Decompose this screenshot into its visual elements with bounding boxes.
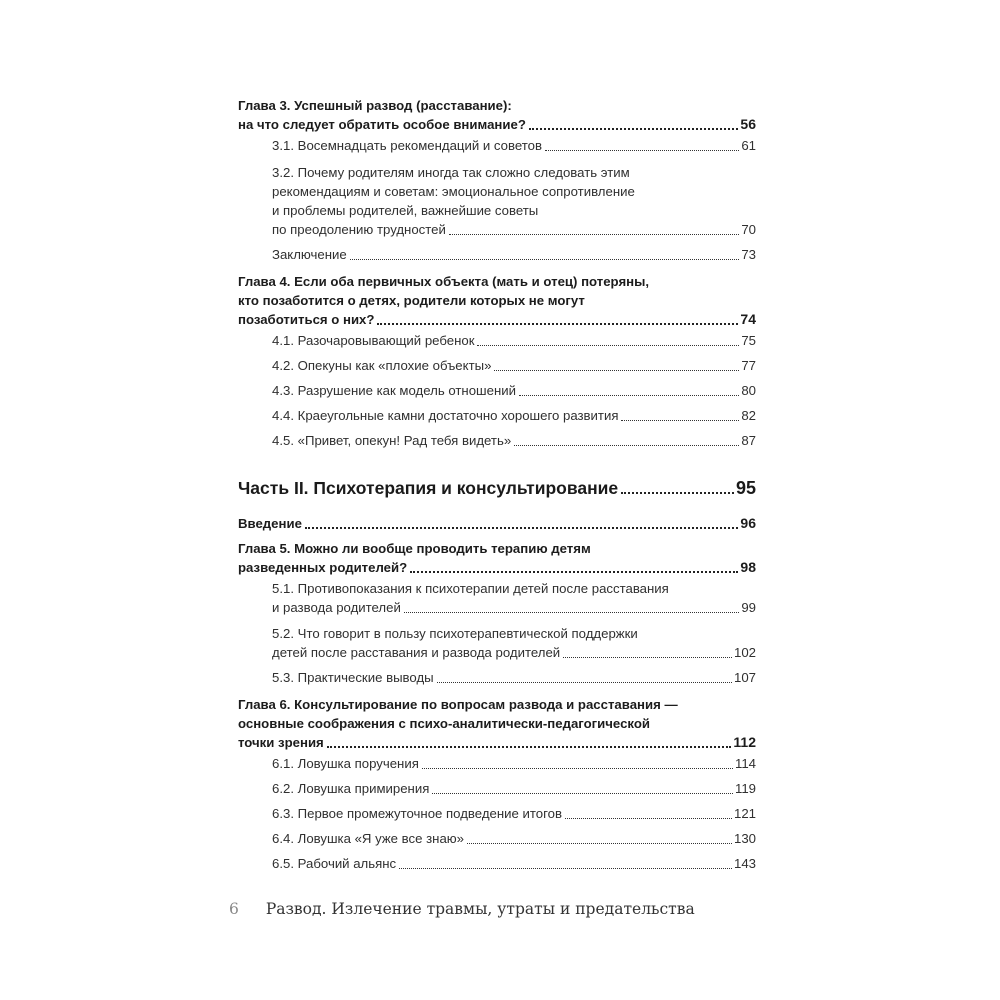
dot-leader xyxy=(449,234,739,235)
chapter-4-heading[interactable] xyxy=(238,272,756,329)
toc-item-label-line: рекомендациям и советам: эмоциональное сопротивление xyxy=(272,184,635,199)
page-number: 96 xyxy=(740,515,756,531)
dot-leader xyxy=(563,657,732,658)
toc-item-4-4[interactable] xyxy=(238,406,756,425)
chapter-6-title-line: основные соображения с психо-аналитически-педагогической xyxy=(238,716,650,731)
page-number: 107 xyxy=(733,670,756,685)
page-number: 74 xyxy=(740,311,756,327)
dot-leader xyxy=(565,818,732,819)
toc-item-label: 6.3. Первое промежуточное подведение итогов xyxy=(272,806,562,821)
dot-leader xyxy=(327,746,732,748)
dot-leader xyxy=(399,868,732,869)
toc-item-label: 4.3. Разрушение как модель отношений xyxy=(272,383,516,398)
toc-item-6-1[interactable] xyxy=(238,754,756,773)
chapter-3-title-line: Глава 3. Успешный развод (расставание): xyxy=(238,98,512,113)
toc-item-label: 4.1. Разочаровывающий ребенок xyxy=(272,333,475,348)
introduction-heading[interactable] xyxy=(238,514,756,533)
page-number: 70 xyxy=(741,222,756,237)
toc-item-label: 6.1. Ловушка поручения xyxy=(272,756,419,771)
page-number: 80 xyxy=(741,383,756,398)
toc-item-3-2[interactable] xyxy=(238,163,756,239)
dot-leader xyxy=(377,323,738,325)
dot-leader xyxy=(467,843,732,844)
chapter-3-heading[interactable] xyxy=(238,96,756,134)
page-number: 119 xyxy=(734,781,756,796)
chapter-3-title-line: на что следует обратить особое внимание? xyxy=(238,117,526,132)
toc-item-6-3[interactable] xyxy=(238,804,756,823)
toc-item-4-5[interactable] xyxy=(238,431,756,450)
toc-item-6-2[interactable] xyxy=(238,779,756,798)
dot-leader xyxy=(514,445,739,446)
dot-leader xyxy=(350,259,740,260)
page-number: 143 xyxy=(733,856,756,871)
toc-item-label: 4.2. Опекуны как «плохие объекты» xyxy=(272,358,492,373)
dot-leader xyxy=(305,527,739,529)
dot-leader xyxy=(494,370,739,371)
page-number: 73 xyxy=(741,247,756,262)
chapter-4-title-line: Глава 4. Если оба первичных объекта (мать и отец) потеряны, xyxy=(238,274,650,289)
page-number: 130 xyxy=(733,831,756,846)
chapter-6-title-line: Глава 6. Консультирование по вопросам развода и расставания — xyxy=(238,697,678,712)
dot-leader xyxy=(529,128,739,130)
chapter-6-heading[interactable] xyxy=(238,695,756,752)
toc-item-label-line: и развода родителей xyxy=(272,600,401,615)
dot-leader xyxy=(410,571,738,573)
toc-item-label: 4.5. «Привет, опекун! Рад тебя видеть» xyxy=(272,433,512,448)
dot-leader xyxy=(437,682,732,683)
page-number: 77 xyxy=(741,358,756,373)
page-number: 98 xyxy=(740,559,756,575)
page-number: 121 xyxy=(733,806,756,821)
page-number: 87 xyxy=(741,433,756,448)
toc-item-label-line: 5.1. Противопоказания к психотерапии детей после расставания xyxy=(272,581,669,596)
page-number: 61 xyxy=(741,138,756,153)
chapter-3-block xyxy=(238,96,756,264)
chapter-5-heading[interactable] xyxy=(238,539,756,577)
toc-item-4-3[interactable] xyxy=(238,381,756,400)
toc-item-5-3[interactable] xyxy=(238,668,756,687)
dot-leader xyxy=(477,345,739,346)
toc-item-label-line: и проблемы родителей, важнейшие советы xyxy=(272,203,539,218)
chapter-4-title-line: кто позаботится о детях, родители которых не могут xyxy=(238,293,585,308)
page-number: 56 xyxy=(740,116,756,132)
toc-item-label-line: детей после расставания и развода родителей xyxy=(272,645,561,660)
page-number: 75 xyxy=(741,333,756,348)
page-number: 102 xyxy=(733,645,756,660)
footer-page-number: 6 xyxy=(229,900,239,918)
page-number: 112 xyxy=(733,734,756,750)
toc-item-label: Заключение xyxy=(272,247,347,262)
toc-item-3-1[interactable] xyxy=(238,136,756,155)
page-footer xyxy=(229,900,695,918)
running-title: Развод. Излечение травмы, утраты и предательства xyxy=(265,900,695,918)
toc-item-label-line: 5.2. Что говорит в пользу психотерапевтической поддержки xyxy=(272,626,638,641)
toc-item-conclusion[interactable] xyxy=(238,245,756,264)
chapter-6-title-line: точки зрения xyxy=(238,735,324,750)
dot-leader xyxy=(545,150,739,151)
dot-leader xyxy=(519,395,739,396)
dot-leader xyxy=(432,793,733,794)
chapter-4-title-line: позаботиться о них? xyxy=(238,312,375,327)
toc-item-6-5[interactable] xyxy=(238,854,756,873)
part-title: Часть II. Психотерапия и консультирование xyxy=(238,478,619,498)
dot-leader xyxy=(621,492,734,494)
dot-leader xyxy=(621,420,739,421)
toc-item-label: 6.4. Ловушка «Я уже все знаю» xyxy=(272,831,465,846)
toc-item-label: 6.5. Рабочий альянс xyxy=(272,856,397,871)
toc-item-label-line: 3.2. Почему родителям иногда так сложно следовать этим xyxy=(272,165,630,180)
page-number: 99 xyxy=(741,600,756,615)
toc-item-label: 5.3. Практические выводы xyxy=(272,670,434,685)
page-number: 95 xyxy=(735,478,756,498)
intro-title: Введение xyxy=(238,516,302,531)
toc-item-4-1[interactable] xyxy=(238,331,756,350)
toc-item-5-1[interactable] xyxy=(238,579,756,617)
page-number: 82 xyxy=(741,408,756,423)
table-of-contents xyxy=(238,96,756,873)
dot-leader xyxy=(404,612,740,613)
toc-item-5-2[interactable] xyxy=(238,624,756,662)
page-number: 114 xyxy=(734,756,756,771)
toc-item-label: 3.1. Восемнадцать рекомендаций и советов xyxy=(272,138,542,153)
toc-item-label-line: по преодолению трудностей xyxy=(272,222,446,237)
toc-item-4-2[interactable] xyxy=(238,356,756,375)
dot-leader xyxy=(422,768,733,769)
toc-item-6-4[interactable] xyxy=(238,829,756,848)
toc-item-label: 4.4. Краеугольные камни достаточно хорошего развития xyxy=(272,408,619,423)
chapter-5-title-line: Глава 5. Можно ли вообще проводить терапию детям xyxy=(238,541,591,556)
part-2-heading[interactable] xyxy=(238,476,756,500)
toc-item-label: 6.2. Ловушка примирения xyxy=(272,781,430,796)
chapter-5-title-line: разведенных родителей? xyxy=(238,560,408,575)
